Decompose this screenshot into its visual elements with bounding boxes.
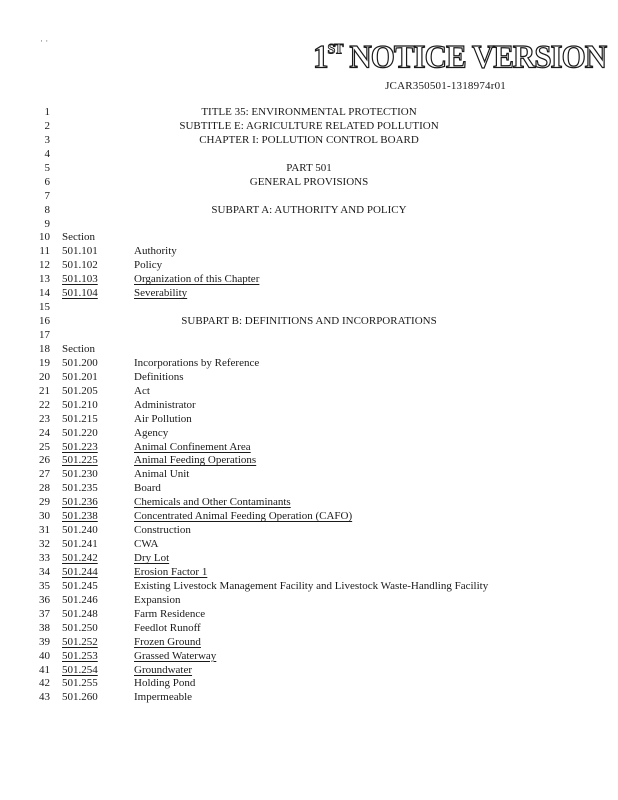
- section-number: 501.205: [62, 384, 98, 397]
- line-number: 3: [44, 133, 50, 146]
- section-title: Expansion: [134, 593, 181, 606]
- line-number: 41: [39, 663, 50, 676]
- section-number: 501.255: [62, 677, 98, 690]
- section-row: [0, 580, 618, 594]
- section-number: 501.210: [62, 398, 98, 411]
- section-title: Holding Pond: [134, 677, 196, 690]
- section-row: [0, 273, 618, 287]
- section-number: 501.242: [62, 552, 98, 564]
- line-number: 9: [44, 217, 50, 230]
- line-number: 39: [39, 635, 50, 648]
- section-number: 501.104: [62, 287, 98, 300]
- section-number: 501.253: [62, 649, 98, 662]
- section-number: 501.236: [62, 496, 98, 509]
- section-row: [0, 441, 618, 455]
- section-row: [0, 538, 618, 552]
- line-number: 23: [39, 412, 50, 425]
- header-line: [0, 120, 618, 134]
- subpart-b-section-list: [0, 357, 618, 705]
- line-number: 19: [39, 356, 50, 369]
- section-title: Agency: [134, 426, 169, 439]
- section-row: [0, 259, 618, 273]
- centered-heading: PART 501: [286, 161, 332, 174]
- line-number: 34: [39, 565, 50, 578]
- line-number: 37: [39, 607, 50, 620]
- section-title: CWA: [134, 538, 159, 551]
- line-number: 18: [39, 342, 50, 355]
- section-title: Dry Lot: [134, 552, 170, 564]
- line-number: 2: [44, 119, 50, 132]
- section-title: Groundwater: [134, 663, 193, 676]
- section-row: [0, 510, 618, 524]
- section-title: Animal Unit: [134, 468, 190, 481]
- section-row: [0, 454, 618, 468]
- section-title: Administrator: [134, 398, 196, 411]
- line-number: 32: [39, 538, 50, 551]
- section-number: 501.230: [62, 468, 98, 481]
- section-title: Air Pollution: [134, 412, 192, 425]
- line-number: 24: [39, 426, 50, 439]
- section-title: Concentrated Animal Feeding Operation (CAFO): [134, 510, 353, 523]
- header-line: [0, 190, 618, 204]
- section-row: [0, 245, 618, 259]
- line-number: 8: [44, 203, 50, 216]
- section-title: Board: [134, 482, 161, 495]
- section-title: Impermeable: [134, 691, 193, 704]
- section-column-heading: [0, 343, 618, 357]
- line-number: 31: [39, 524, 50, 537]
- line-number: 7: [44, 189, 50, 202]
- section-title: Frozen Ground: [134, 635, 201, 648]
- section-title: Act: [134, 384, 150, 397]
- notice-version-banner: [313, 38, 607, 75]
- centered-heading: SUBTITLE E: AGRICULTURE RELATED POLLUTION: [179, 119, 439, 132]
- section-row: [0, 664, 618, 678]
- document-id: JCAR350501-1318974r01: [385, 80, 506, 92]
- line-number: 27: [39, 468, 50, 481]
- line-number: 5: [44, 161, 50, 174]
- section-number: 501.252: [62, 635, 98, 648]
- section-number: 501.254: [62, 663, 98, 676]
- banner-prefix: 1: [313, 38, 328, 75]
- section-row: [0, 524, 618, 538]
- section-row: [0, 287, 618, 301]
- section-title: Erosion Factor 1: [134, 565, 208, 578]
- section-title: Feedlot Runoff: [134, 621, 201, 634]
- section-column-heading: [0, 231, 618, 245]
- section-number: 501.220: [62, 426, 98, 439]
- centered-heading: SUBPART B: DEFINITIONS AND INCORPORATIONS: [181, 315, 437, 328]
- section-row: [0, 496, 618, 510]
- section-row: [0, 691, 618, 705]
- line-number: 22: [39, 398, 50, 411]
- section-number: 501.246: [62, 593, 98, 606]
- line-number: 28: [39, 482, 50, 495]
- line-number: 29: [39, 496, 50, 509]
- section-number: 501.223: [62, 440, 98, 453]
- line-number: 1: [44, 106, 50, 118]
- header-line: [0, 329, 618, 343]
- line-number: 17: [39, 329, 50, 341]
- section-row: [0, 468, 618, 482]
- section-title: Organization of this Chapter: [134, 273, 260, 286]
- section-number: 501.248: [62, 607, 98, 620]
- line-number: 21: [39, 384, 50, 397]
- header-line: [0, 176, 618, 190]
- section-title: Construction: [134, 524, 191, 537]
- line-number: 10: [39, 231, 50, 244]
- section-number: 501.244: [62, 565, 98, 578]
- line-number: 40: [39, 649, 50, 662]
- section-title: Existing Livestock Management Facility and Livestock Waste-Handling Facility: [134, 579, 489, 592]
- section-row: [0, 357, 618, 371]
- header-line: [0, 218, 618, 232]
- section-row: [0, 566, 618, 580]
- section-title: Grassed Waterway: [134, 649, 217, 662]
- section-row: [0, 413, 618, 427]
- header-line: [0, 134, 618, 148]
- centered-heading: CHAPTER I: POLLUTION CONTROL BOARD: [199, 133, 419, 146]
- banner-superscript: ST: [327, 42, 343, 58]
- section-number: 501.200: [62, 356, 98, 369]
- section-title: Severability: [134, 287, 188, 300]
- section-title: Definitions: [134, 370, 184, 383]
- section-row: [0, 371, 618, 385]
- header-line: [0, 148, 618, 162]
- header-line: [0, 315, 618, 329]
- section-row: [0, 594, 618, 608]
- section-row: [0, 385, 618, 399]
- section-number: 501.238: [62, 510, 98, 523]
- section-heading-label: Section: [62, 231, 95, 244]
- section-row: [0, 399, 618, 413]
- section-number: 501.235: [62, 482, 98, 495]
- line-number: 38: [39, 621, 50, 634]
- section-row: [0, 608, 618, 622]
- line-number: 12: [39, 259, 50, 272]
- line-number: 33: [39, 552, 50, 564]
- header-line: [0, 162, 618, 176]
- section-number: 501.201: [62, 370, 98, 383]
- section-number: 501.260: [62, 691, 98, 704]
- section-number: 501.245: [62, 579, 98, 592]
- section-number: 501.241: [62, 538, 98, 551]
- section-heading-label: Section: [62, 342, 95, 355]
- line-number: 6: [44, 175, 50, 188]
- section-title: Incorporations by Reference: [134, 356, 260, 369]
- section-title: Authority: [134, 245, 177, 258]
- line-number: 30: [39, 510, 50, 523]
- numbered-lines: [0, 106, 618, 705]
- line-number: 43: [39, 691, 50, 704]
- section-title: Policy: [134, 259, 163, 272]
- section-number: 501.240: [62, 524, 98, 537]
- line-number: 11: [39, 245, 50, 258]
- section-row: [0, 427, 618, 441]
- banner-rest: NOTICE VERSION: [342, 38, 607, 75]
- section-row: [0, 482, 618, 496]
- header-line: [0, 301, 618, 315]
- section-row: [0, 677, 618, 691]
- line-number: 20: [39, 370, 50, 383]
- section-number: 501.215: [62, 412, 98, 425]
- line-number: 35: [39, 579, 50, 592]
- line-number: 4: [44, 147, 50, 160]
- section-row: [0, 552, 618, 566]
- header-line: [0, 106, 618, 120]
- section-title: Animal Confinement Area: [134, 440, 251, 453]
- line-number: 15: [39, 301, 50, 314]
- centered-heading: TITLE 35: ENVIRONMENTAL PROTECTION: [201, 106, 417, 118]
- section-number: 501.103: [62, 273, 98, 286]
- line-number: 13: [39, 273, 50, 286]
- line-number: 14: [39, 287, 50, 300]
- scan-specks: · ·: [40, 36, 49, 46]
- centered-heading: SUBPART A: AUTHORITY AND POLICY: [211, 203, 407, 216]
- line-number: 42: [39, 677, 50, 690]
- line-number: 26: [39, 454, 50, 467]
- section-title: Chemicals and Other Contaminants: [134, 496, 291, 509]
- section-row: [0, 636, 618, 650]
- section-title: Animal Feeding Operations: [134, 454, 257, 467]
- section-title: Farm Residence: [134, 607, 206, 620]
- centered-heading: GENERAL PROVISIONS: [249, 175, 369, 188]
- section-row: [0, 650, 618, 664]
- line-number: 36: [39, 593, 50, 606]
- header-line: [0, 204, 618, 218]
- section-number: 501.102: [62, 259, 98, 272]
- line-number: 25: [39, 440, 50, 453]
- section-number: 501.225: [62, 454, 98, 467]
- line-number: 16: [39, 315, 50, 328]
- section-row: [0, 622, 618, 636]
- section-number: 501.101: [62, 245, 98, 258]
- section-number: 501.250: [62, 621, 98, 634]
